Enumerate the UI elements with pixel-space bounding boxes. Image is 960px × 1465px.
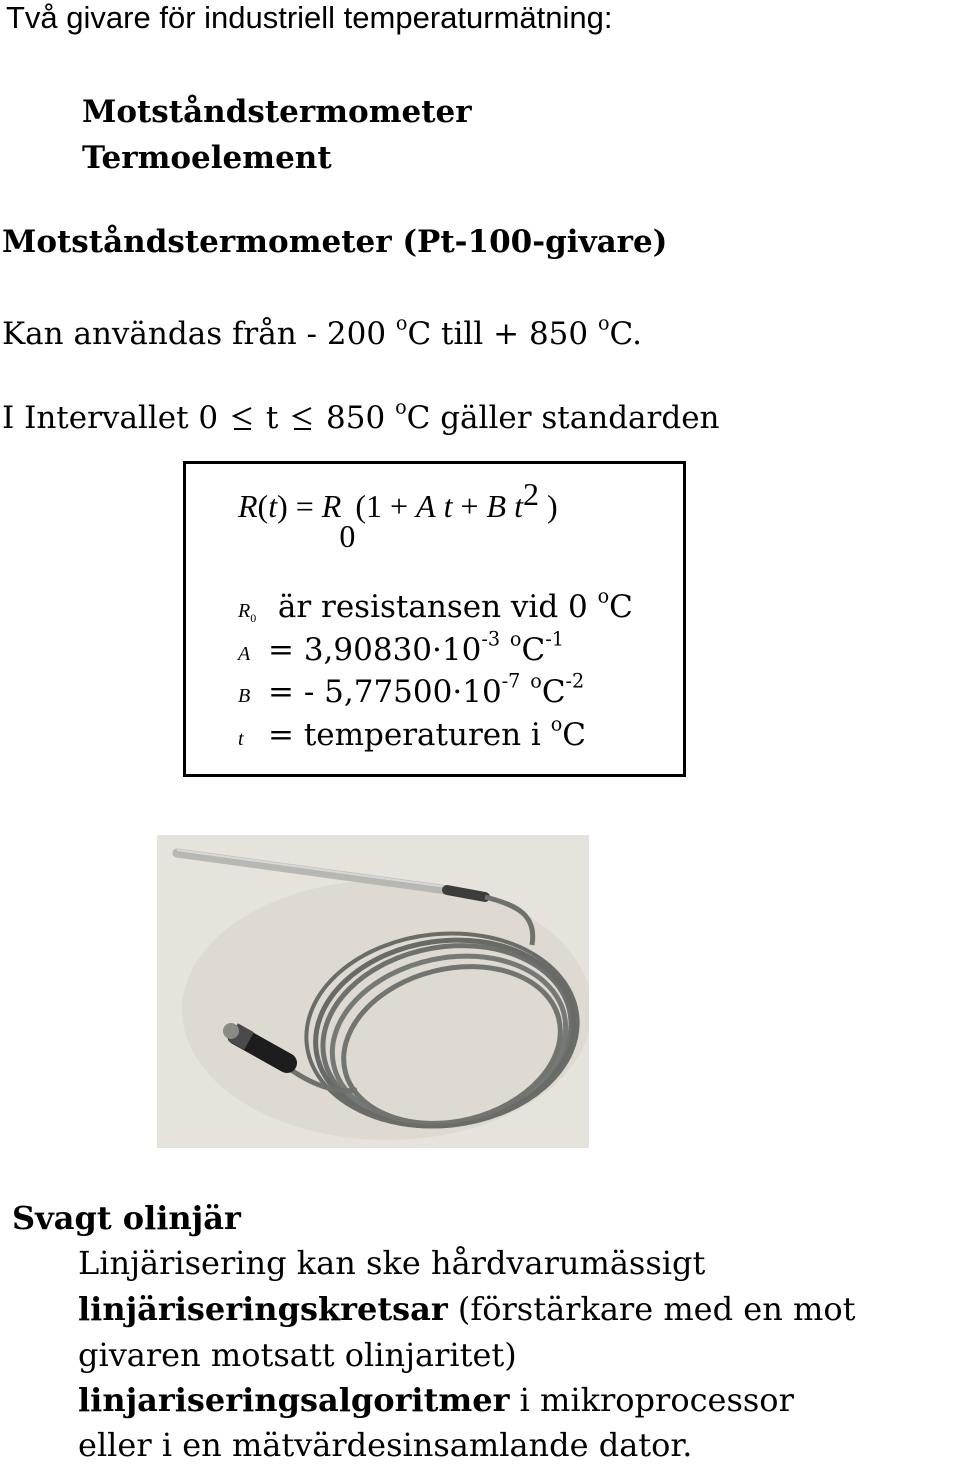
formula-lhs: R <box>238 488 258 524</box>
range-prefix: Kan användas från - 200 <box>2 316 387 352</box>
properties-line-5: eller i en mätvärdesinsamlande dator. <box>78 1426 693 1464</box>
def-tail: C <box>562 717 586 753</box>
less-equal-icon <box>288 400 316 436</box>
pt100-probe-photo <box>157 835 589 1148</box>
def-var: B <box>238 685 251 707</box>
properties-line-4 <box>78 1381 794 1419</box>
definition-r0 <box>238 584 633 626</box>
hardware-method: linjäriseringskretsar <box>78 1290 448 1328</box>
formula-box <box>183 461 686 777</box>
def-exp: -3 <box>481 627 501 651</box>
range-middle: C till + 850 <box>407 316 589 352</box>
properties-line-2 <box>78 1290 855 1328</box>
def-tail: C <box>609 589 633 625</box>
formula-open: (1 <box>355 488 382 524</box>
def-exp: -7 <box>501 669 521 693</box>
formula-t1: t <box>443 488 453 524</box>
formula-t2: t <box>514 488 523 524</box>
def-var-sub: 0 <box>250 611 257 625</box>
interval-line <box>2 395 720 436</box>
degree-mark: o <box>597 311 610 335</box>
page-title: Två givare för industriell temperaturmätning: <box>6 0 613 35</box>
definition-b: B = - $5,77500\cdot 10^{-7}$ $^oC^{-2}$ <box>238 669 585 710</box>
interval-part3: 850 <box>326 400 386 436</box>
hardware-method-desc: (förstärkare med en mot <box>447 1290 856 1328</box>
formula-lhs-arg: t <box>268 488 278 524</box>
def-text: = 3,90830 <box>268 632 433 668</box>
sensor-type-2: Termoelement <box>82 140 332 176</box>
properties-heading: Svagt olinjär <box>12 1199 241 1237</box>
pt100-formula: R(t) = R0(1 + A t + B t2 ) <box>238 476 558 554</box>
def-tail-exp: -1 <box>545 627 564 651</box>
range-suffix: C. <box>609 316 643 352</box>
software-method: linjariseringsalgoritmer <box>78 1381 510 1419</box>
formula-r0: R <box>321 488 342 524</box>
def-var: t <box>238 728 244 750</box>
def-tail-exp: -2 <box>565 669 585 693</box>
def-power: 10 <box>441 632 482 668</box>
less-equal-icon <box>228 400 256 436</box>
range-line <box>2 311 643 352</box>
formula-a: A <box>416 488 436 524</box>
interval-part4: C gäller standarden <box>406 400 720 436</box>
formula-close: ) <box>546 488 558 524</box>
degree-mark: o <box>597 584 610 608</box>
degree-mark: o <box>530 669 542 693</box>
section-heading: Motståndstermometer (Pt-100-givare) <box>2 224 668 260</box>
sensor-type-1: Motståndstermometer <box>82 94 472 130</box>
formula-exp: 2 <box>522 476 539 512</box>
degree-mark: o <box>395 311 408 335</box>
formula-r0-sub: 0 <box>339 518 356 554</box>
def-text: är resistansen vid 0 <box>277 589 588 625</box>
def-text: = - 5,77500 <box>268 674 453 710</box>
definition-a: $A = 3,90830\cdot 10^{-3}$ $^oC^{-1}$ <box>238 627 564 668</box>
def-var: A <box>238 643 251 665</box>
formula-b: B <box>486 488 507 524</box>
degree-mark: o <box>509 627 522 651</box>
degree-mark: o <box>395 395 407 419</box>
def-power: 10 <box>462 674 502 710</box>
properties-line-1: Linjärisering kan ske hårdvarumässigt <box>78 1244 706 1282</box>
degree-mark: o <box>550 712 563 736</box>
interval-part1: I Intervallet 0 <box>2 400 219 436</box>
definition-t <box>238 712 586 753</box>
def-var: R <box>238 600 251 622</box>
def-tail: C <box>521 632 546 668</box>
software-method-desc: i mikroprocessor <box>509 1381 794 1419</box>
def-tail: C <box>541 674 566 710</box>
def-text: = temperaturen i <box>268 717 541 753</box>
interval-part2: t <box>265 400 279 436</box>
properties-line-3: givaren motsatt olinjaritet) <box>78 1336 517 1374</box>
